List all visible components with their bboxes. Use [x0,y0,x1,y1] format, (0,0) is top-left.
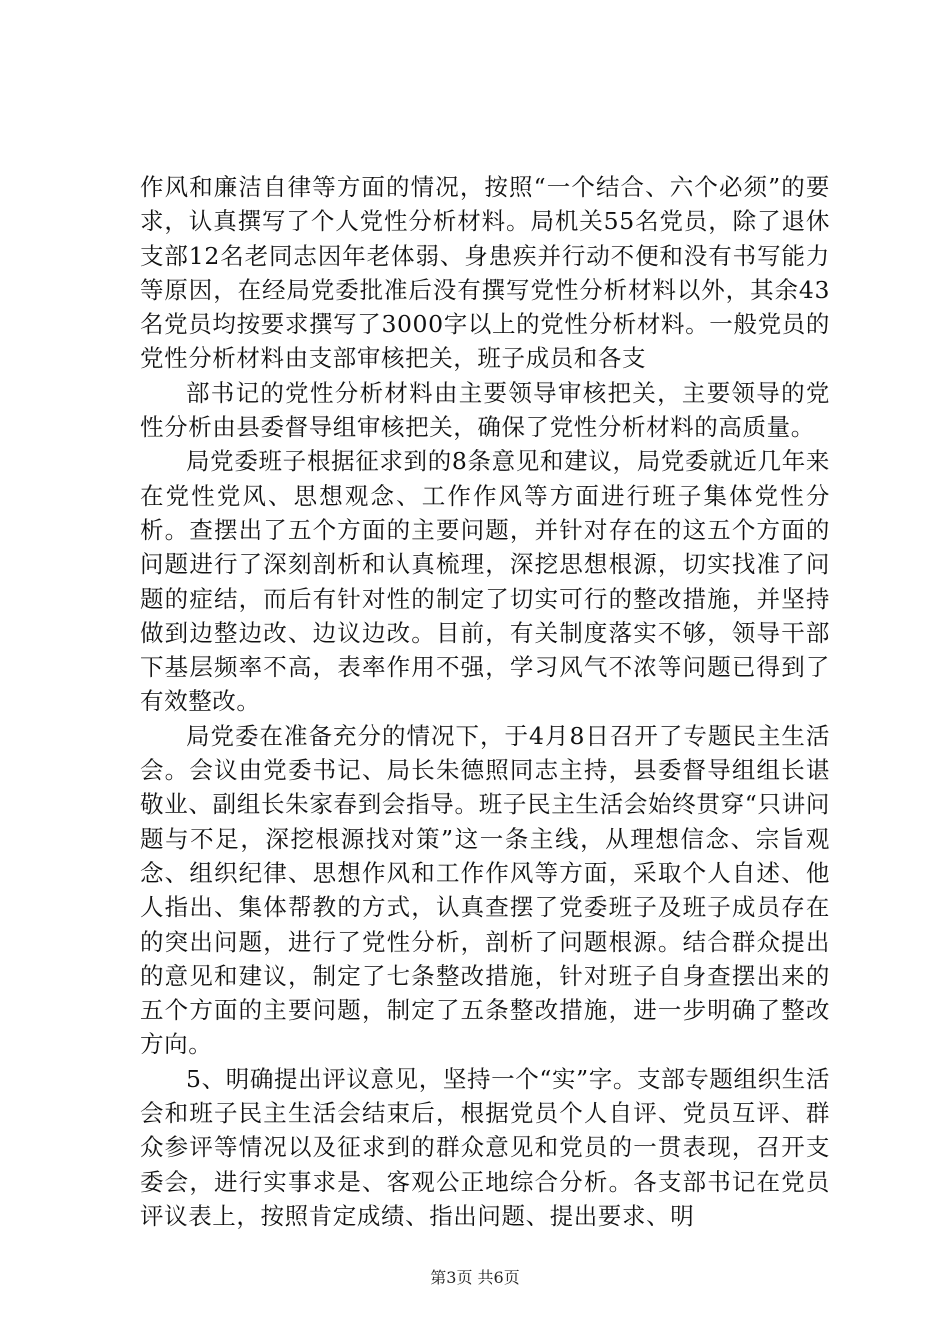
paragraph-review-materials: 部书记的党性分析材料由主要领导审核把关，主要领导的党性分析由县委督导组审核把关，确保了党性分析材料的高质量。 [140,378,830,442]
paragraph-evaluation-opinions: 5、明确提出评议意见，坚持一个“实”字。支部专题组织生活会和班子民主生活会结束后，根据党员个人自评、党员互评、群众参评等情况以及征求到的群众意见和党员的一贯表现，召开支委会，进行实事求是、客观公正地综合分析。各支部书记在党员评议表上，按照肯定成绩、指出问题、提出要求、明 [140,1064,830,1230]
paragraph-party-analysis: 局党委班子根据征求到的8条意见和建议，局党委就近几年来在党性党风、思想观念、工作作风等方面进行班子集体党性分析。查摆出了五个方面的主要问题，并针对存在的这五个方面的问题进行了深刻剖析和认真梳理，深挖思想根源，切实找准了问题的症结，而后有针对性的制定了切实可行的整改措施，并坚持做到边整边改、边议边改。目前，有关制度落实不够，领导干部下基层频率不高，表率作用不强，学习风气不浓等问题已得到了有效整改。 [140,447,830,716]
page-number-footer: 第3页 共6页 [430,1268,520,1287]
paragraph-democratic-meeting: 局党委在准备充分的情况下，于4月8日召开了专题民主生活会。会议由党委书记、局长朱德照同志主持，县委督导组组长谌敬业、副组长朱家春到会指导。班子民主生活会始终贯穿“只讲问题与不足，深挖根源找对策”这一条主线，从理想信念、宗旨观念、组织纪律、思想作风和工作作风等方面，采取个人自述、他人指出、集体帮教的方式，认真查摆了党委班子及班子成员存在的突出问题，进行了党性分析，剖析了问题根源。结合群众提出的意见和建议，制定了七条整改措施，针对班子自身查摆出来的五个方面的主要问题，制定了五条整改措施，进一步明确了整改方向。 [140,721,830,1059]
document-body [140,170,830,1233]
paragraph-continuation: 作风和廉洁自律等方面的情况，按照“一个结合、六个必须”的要求，认真撰写了个人党性分析材料。局机关55名党员，除了退休支部12名老同志因年老体弱、身患疾并行动不便和没有书写能力等原因，在经局党委批准后没有撰写党性分析材料以外，其余43名党员均按要求撰写了3000字以上的党性分析材料。一般党员的党性分析材料由支部审核把关，班子成员和各支 [140,173,830,373]
